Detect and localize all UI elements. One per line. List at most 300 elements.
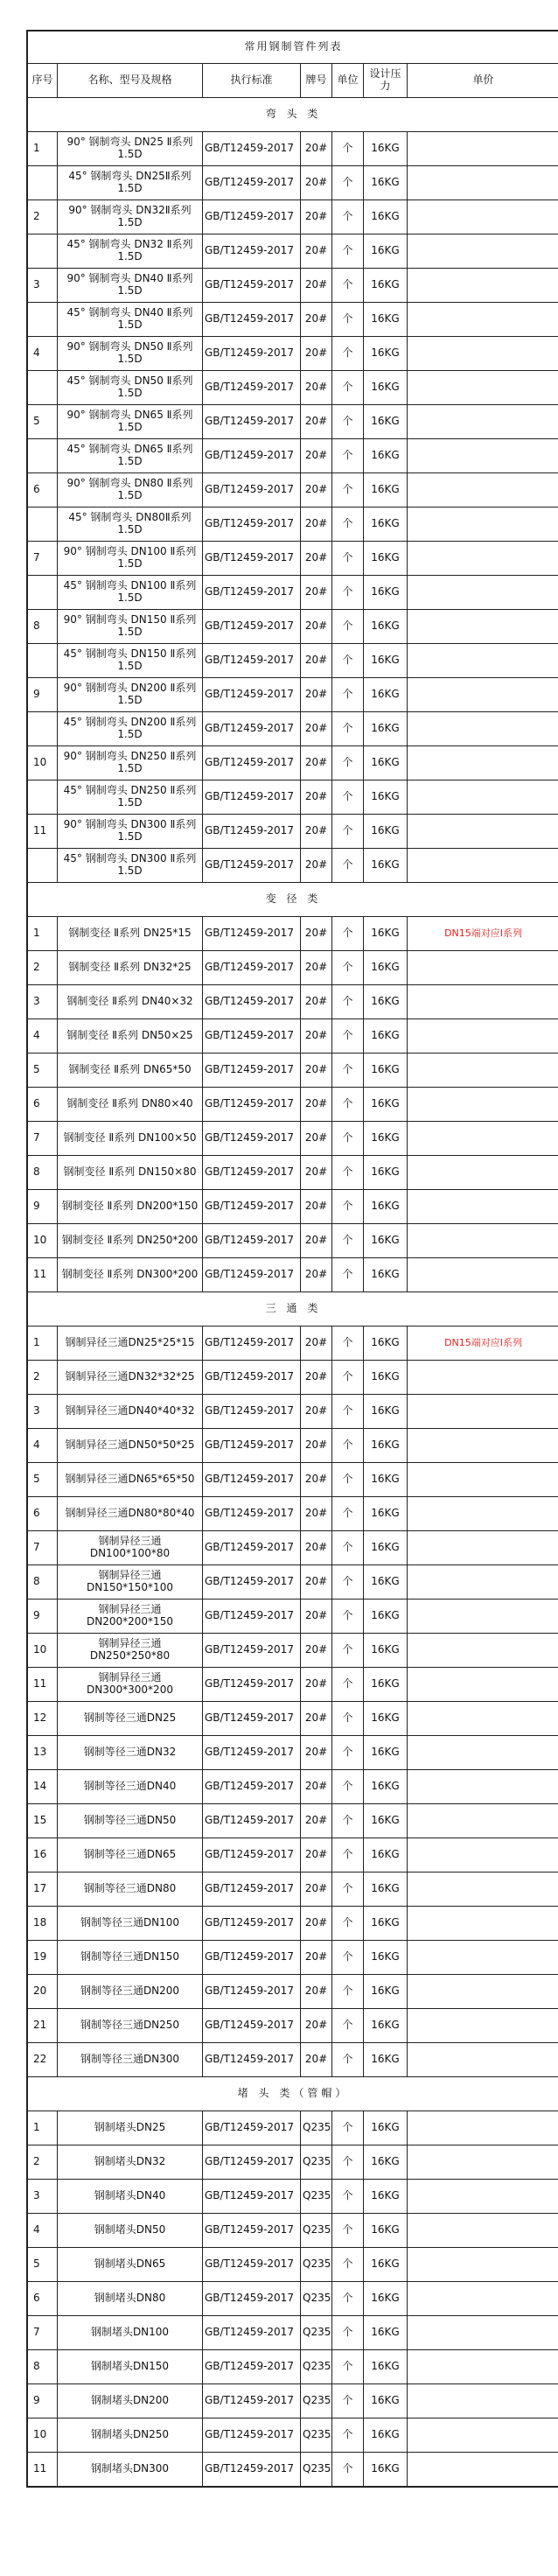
cell-standard: GB/T12459-2017 — [203, 712, 301, 746]
cell-material: 20# — [301, 678, 332, 712]
cell-standard: GB/T12459-2017 — [203, 1019, 301, 1054]
cell-unit: 个 — [332, 746, 364, 780]
cell-material: 20# — [301, 1975, 332, 2009]
cell-unit: 个 — [332, 1804, 364, 1838]
cell-standard: GB/T12459-2017 — [203, 1975, 301, 2009]
cell-unit: 个 — [332, 337, 364, 371]
header-material: 牌号 — [301, 64, 332, 98]
cell-name: 钢制变径 Ⅱ系列 DN300*200 — [58, 1258, 203, 1292]
cell-pressure: 16KG — [364, 1497, 408, 1531]
cell-standard: GB/T12459-2017 — [203, 269, 301, 303]
cell-standard: GB/T12459-2017 — [203, 2418, 301, 2453]
cell-pressure: 16KG — [364, 917, 408, 951]
cell-no: 11 — [28, 815, 58, 849]
table-row — [28, 1361, 558, 1395]
cell-pressure: 16KG — [364, 815, 408, 849]
table-row — [28, 644, 558, 678]
header-name: 名称、型号及规格 — [58, 64, 203, 98]
cell-material: 20# — [301, 1156, 332, 1190]
cell-name: 钢制堵头DN65 — [58, 2248, 203, 2282]
cell-name: 钢制异径三通DN40*40*32 — [58, 1395, 203, 1429]
cell-price — [408, 2009, 558, 2043]
table-row — [28, 951, 558, 985]
table-row — [28, 166, 558, 200]
cell-name: 45° 钢制弯头 DN150 Ⅱ系列 1.5D — [58, 644, 203, 678]
cell-price — [408, 542, 558, 576]
cell-name: 钢制等径三通DN32 — [58, 1736, 203, 1770]
cell-price — [408, 200, 558, 234]
cell-name: 钢制变径 Ⅱ系列 DN250*200 — [58, 1224, 203, 1258]
cell-unit: 个 — [332, 917, 364, 951]
pipe-fittings-sheet — [26, 30, 558, 2488]
cell-standard: GB/T12459-2017 — [203, 1361, 301, 1395]
cell-price — [408, 1907, 558, 1941]
cell-pressure: 16KG — [364, 2418, 408, 2453]
cell-standard: GB/T12459-2017 — [203, 1429, 301, 1463]
cell-pressure: 16KG — [364, 508, 408, 542]
cell-price — [408, 1224, 558, 1258]
cell-standard: GB/T12459-2017 — [203, 2180, 301, 2214]
cell-price — [408, 303, 558, 337]
cell-name: 钢制变径 Ⅱ系列 DN50×25 — [58, 1019, 203, 1054]
table-row — [28, 815, 558, 849]
cell-no — [28, 576, 58, 610]
cell-name: 钢制堵头DN250 — [58, 2418, 203, 2453]
cell-no: 10 — [28, 746, 58, 780]
cell-unit: 个 — [332, 1190, 364, 1224]
cell-name: 钢制异径三通DN80*80*40 — [58, 1497, 203, 1531]
cell-pressure: 16KG — [364, 166, 408, 200]
cell-pressure: 16KG — [364, 303, 408, 337]
cell-pressure: 16KG — [364, 1872, 408, 1907]
table-title: 常用钢制管件列表 — [28, 32, 558, 64]
cell-pressure: 16KG — [364, 712, 408, 746]
cell-pressure: 16KG — [364, 1838, 408, 1872]
cell-no: 4 — [28, 337, 58, 371]
cell-name: 钢制等径三通DN65 — [58, 1838, 203, 1872]
table-row — [28, 337, 558, 371]
cell-name: 钢制异径三通DN65*65*50 — [58, 1463, 203, 1497]
cell-unit: 个 — [332, 2146, 364, 2180]
cell-name: 钢制等径三通DN40 — [58, 1770, 203, 1804]
cell-unit: 个 — [332, 2418, 364, 2453]
cell-name: 45° 钢制弯头 DN40 Ⅱ系列 1.5D — [58, 303, 203, 337]
table-row — [28, 1326, 558, 1361]
cell-name: 钢制堵头DN50 — [58, 2214, 203, 2248]
cell-name: 钢制堵头DN100 — [58, 2316, 203, 2350]
cell-no: 5 — [28, 2248, 58, 2282]
cell-material: 20# — [301, 1702, 332, 1736]
cell-no: 18 — [28, 1907, 58, 1941]
cell-price: DN15端对应I系列 — [408, 917, 558, 951]
cell-name: 90° 钢制弯头 DN25 Ⅱ系列 1.5D — [58, 132, 203, 166]
table-row — [28, 2111, 558, 2146]
cell-material: 20# — [301, 337, 332, 371]
cell-pressure: 16KG — [364, 2214, 408, 2248]
cell-material: 20# — [301, 1770, 332, 1804]
cell-name: 钢制堵头DN80 — [58, 2282, 203, 2316]
cell-standard: GB/T12459-2017 — [203, 1941, 301, 1975]
cell-name: 90° 钢制弯头 DN200 Ⅱ系列 1.5D — [58, 678, 203, 712]
cell-standard: GB/T12459-2017 — [203, 2282, 301, 2316]
table-row — [28, 1258, 558, 1292]
cell-material: 20# — [301, 200, 332, 234]
table-row — [28, 371, 558, 405]
cell-name: 钢制变径 Ⅱ系列 DN200*150 — [58, 1190, 203, 1224]
cell-price — [408, 1258, 558, 1292]
cell-pressure: 16KG — [364, 1565, 408, 1600]
cell-pressure: 16KG — [364, 1224, 408, 1258]
table-row — [28, 2282, 558, 2316]
cell-no — [28, 439, 58, 473]
cell-pressure: 16KG — [364, 1668, 408, 1702]
cell-material: 20# — [301, 1054, 332, 1088]
cell-standard: GB/T12459-2017 — [203, 610, 301, 644]
cell-no — [28, 849, 58, 883]
cell-pressure: 16KG — [364, 1429, 408, 1463]
cell-price — [408, 269, 558, 303]
cell-unit: 个 — [332, 815, 364, 849]
cell-pressure: 16KG — [364, 678, 408, 712]
cell-unit: 个 — [332, 2453, 364, 2487]
cell-standard: GB/T12459-2017 — [203, 132, 301, 166]
cell-pressure: 16KG — [364, 1054, 408, 1088]
cell-material: 20# — [301, 1019, 332, 1054]
cell-material: Q235 — [301, 2453, 332, 2487]
cell-name: 90° 钢制弯头 DN250 Ⅱ系列 1.5D — [58, 746, 203, 780]
cell-pressure: 16KG — [364, 1156, 408, 1190]
cell-standard: GB/T12459-2017 — [203, 917, 301, 951]
table-row — [28, 780, 558, 815]
cell-pressure: 16KG — [364, 1019, 408, 1054]
cell-no: 8 — [28, 1565, 58, 1600]
cell-pressure: 16KG — [364, 439, 408, 473]
cell-pressure: 16KG — [364, 542, 408, 576]
cell-material: 20# — [301, 1907, 332, 1941]
cell-name: 钢制等径三通DN80 — [58, 1872, 203, 1907]
cell-unit: 个 — [332, 849, 364, 883]
cell-name: 钢制堵头DN150 — [58, 2350, 203, 2384]
cell-no: 8 — [28, 610, 58, 644]
cell-material: 20# — [301, 985, 332, 1019]
cell-price — [408, 1019, 558, 1054]
table-row — [28, 2316, 558, 2350]
cell-no: 7 — [28, 542, 58, 576]
cell-no: 4 — [28, 2214, 58, 2248]
cell-no: 10 — [28, 1634, 58, 1668]
cell-standard: GB/T12459-2017 — [203, 1395, 301, 1429]
cell-no — [28, 508, 58, 542]
cell-standard: GB/T12459-2017 — [203, 1565, 301, 1600]
cell-standard: GB/T12459-2017 — [203, 200, 301, 234]
cell-name: 钢制变径 Ⅱ系列 DN25*15 — [58, 917, 203, 951]
cell-pressure: 16KG — [364, 1736, 408, 1770]
cell-pressure: 16KG — [364, 1326, 408, 1361]
cell-price — [408, 644, 558, 678]
cell-no: 2 — [28, 1361, 58, 1395]
cell-pressure: 16KG — [364, 1600, 408, 1634]
table-row — [28, 2248, 558, 2282]
cell-price — [408, 439, 558, 473]
cell-standard: GB/T12459-2017 — [203, 2214, 301, 2248]
cell-pressure: 16KG — [364, 1395, 408, 1429]
cell-unit: 个 — [332, 1156, 364, 1190]
cell-pressure: 16KG — [364, 234, 408, 269]
cell-price — [408, 1088, 558, 1122]
cell-name: 钢制异径三通DN25*25*15 — [58, 1326, 203, 1361]
cell-standard: GB/T12459-2017 — [203, 234, 301, 269]
cell-standard: GB/T12459-2017 — [203, 1326, 301, 1361]
cell-name: 钢制等径三通DN250 — [58, 2009, 203, 2043]
cell-unit: 个 — [332, 1975, 364, 2009]
cell-name: 钢制堵头DN25 — [58, 2111, 203, 2146]
section-title: 堵 头 类（管帽） — [28, 2077, 558, 2111]
cell-pressure: 16KG — [364, 1088, 408, 1122]
cell-no: 1 — [28, 1326, 58, 1361]
cell-unit: 个 — [332, 2043, 364, 2077]
cell-material: 20# — [301, 234, 332, 269]
cell-unit: 个 — [332, 1668, 364, 1702]
table-row — [28, 2146, 558, 2180]
cell-material: 20# — [301, 712, 332, 746]
cell-name: 钢制堵头DN200 — [58, 2384, 203, 2418]
table-body — [28, 32, 558, 2487]
table-row — [28, 1395, 558, 1429]
table-row — [28, 1054, 558, 1088]
table-row — [28, 234, 558, 269]
cell-unit: 个 — [332, 1429, 364, 1463]
table-row — [28, 1907, 558, 1941]
cell-standard: GB/T12459-2017 — [203, 371, 301, 405]
cell-price — [408, 132, 558, 166]
cell-pressure: 16KG — [364, 746, 408, 780]
cell-unit: 个 — [332, 576, 364, 610]
table-row — [28, 1634, 558, 1668]
cell-pressure: 16KG — [364, 610, 408, 644]
cell-unit: 个 — [332, 1463, 364, 1497]
cell-standard: GB/T12459-2017 — [203, 746, 301, 780]
cell-material: 20# — [301, 166, 332, 200]
table-row — [28, 1156, 558, 1190]
cell-unit: 个 — [332, 1122, 364, 1156]
cell-name: 钢制堵头DN32 — [58, 2146, 203, 2180]
cell-pressure: 16KG — [364, 1190, 408, 1224]
cell-price — [408, 1497, 558, 1531]
cell-pressure: 16KG — [364, 1975, 408, 2009]
cell-price — [408, 2146, 558, 2180]
cell-standard: GB/T12459-2017 — [203, 473, 301, 508]
cell-price — [408, 1872, 558, 1907]
cell-no: 14 — [28, 1770, 58, 1804]
table-row — [28, 2384, 558, 2418]
cell-name: 钢制等径三通DN300 — [58, 2043, 203, 2077]
cell-standard: GB/T12459-2017 — [203, 644, 301, 678]
cell-standard: GB/T12459-2017 — [203, 2316, 301, 2350]
cell-name: 钢制等径三通DN150 — [58, 1941, 203, 1975]
cell-standard: GB/T12459-2017 — [203, 1190, 301, 1224]
cell-price — [408, 1429, 558, 1463]
cell-unit: 个 — [332, 1941, 364, 1975]
table-row — [28, 610, 558, 644]
cell-unit: 个 — [332, 1054, 364, 1088]
cell-pressure: 16KG — [364, 1804, 408, 1838]
cell-standard: GB/T12459-2017 — [203, 1702, 301, 1736]
cell-price — [408, 2214, 558, 2248]
cell-material: 20# — [301, 610, 332, 644]
cell-standard: GB/T12459-2017 — [203, 1497, 301, 1531]
cell-pressure: 16KG — [364, 1770, 408, 1804]
table-row — [28, 2453, 558, 2487]
cell-price — [408, 780, 558, 815]
cell-name: 钢制等径三通DN50 — [58, 1804, 203, 1838]
cell-no: 20 — [28, 1975, 58, 2009]
cell-no: 16 — [28, 1838, 58, 1872]
cell-material: Q235 — [301, 2418, 332, 2453]
cell-no — [28, 303, 58, 337]
cell-standard: GB/T12459-2017 — [203, 1838, 301, 1872]
cell-standard: GB/T12459-2017 — [203, 439, 301, 473]
cell-standard: GB/T12459-2017 — [203, 542, 301, 576]
cell-standard: GB/T12459-2017 — [203, 1122, 301, 1156]
cell-unit: 个 — [332, 1531, 364, 1565]
cell-no — [28, 712, 58, 746]
cell-material: 20# — [301, 1224, 332, 1258]
cell-material: 20# — [301, 746, 332, 780]
cell-no: 4 — [28, 1429, 58, 1463]
table-row — [28, 1668, 558, 1702]
cell-no: 11 — [28, 1258, 58, 1292]
cell-price — [408, 2282, 558, 2316]
cell-pressure: 16KG — [364, 2282, 408, 2316]
section-header-row — [28, 2077, 558, 2111]
table-row — [28, 473, 558, 508]
cell-material: 20# — [301, 1872, 332, 1907]
table-row — [28, 1497, 558, 1531]
header-unit: 单位 — [332, 64, 364, 98]
cell-material: 20# — [301, 1838, 332, 1872]
cell-unit: 个 — [332, 1838, 364, 1872]
cell-no: 3 — [28, 269, 58, 303]
cell-standard: GB/T12459-2017 — [203, 2384, 301, 2418]
table-row — [28, 1019, 558, 1054]
cell-material: 20# — [301, 1088, 332, 1122]
cell-material: 20# — [301, 917, 332, 951]
cell-no: 7 — [28, 2316, 58, 2350]
cell-unit: 个 — [332, 405, 364, 439]
cell-unit: 个 — [332, 2282, 364, 2316]
cell-material: Q235 — [301, 2384, 332, 2418]
cell-name: 45° 钢制弯头 DN200 Ⅱ系列 1.5D — [58, 712, 203, 746]
cell-unit: 个 — [332, 303, 364, 337]
cell-pressure: 16KG — [364, 1258, 408, 1292]
cell-unit: 个 — [332, 234, 364, 269]
cell-standard: GB/T12459-2017 — [203, 951, 301, 985]
cell-material: 20# — [301, 439, 332, 473]
cell-unit: 个 — [332, 2350, 364, 2384]
cell-unit: 个 — [332, 2384, 364, 2418]
cell-no — [28, 166, 58, 200]
cell-material: Q235 — [301, 2248, 332, 2282]
table-row — [28, 1702, 558, 1736]
cell-name: 钢制等径三通DN25 — [58, 1702, 203, 1736]
cell-material: 20# — [301, 303, 332, 337]
table-row — [28, 508, 558, 542]
cell-price — [408, 2043, 558, 2077]
cell-no: 4 — [28, 1019, 58, 1054]
table-row — [28, 2180, 558, 2214]
cell-name: 钢制堵头DN300 — [58, 2453, 203, 2487]
cell-pressure: 16KG — [364, 405, 408, 439]
cell-unit: 个 — [332, 473, 364, 508]
cell-price — [408, 2316, 558, 2350]
cell-material: Q235 — [301, 2350, 332, 2384]
table-row — [28, 1190, 558, 1224]
cell-pressure: 16KG — [364, 473, 408, 508]
cell-name: 90° 钢制弯头 DN40 Ⅱ系列 1.5D — [58, 269, 203, 303]
cell-unit: 个 — [332, 1872, 364, 1907]
cell-price — [408, 1941, 558, 1975]
cell-no: 3 — [28, 1395, 58, 1429]
cell-name: 45° 钢制弯头 DN50 Ⅱ系列 1.5D — [58, 371, 203, 405]
cell-no: 9 — [28, 2384, 58, 2418]
table-row — [28, 2043, 558, 2077]
cell-standard: GB/T12459-2017 — [203, 1668, 301, 1702]
cell-material: 20# — [301, 1941, 332, 1975]
cell-name: 45° 钢制弯头 DN80Ⅱ系列 1.5D — [58, 508, 203, 542]
cell-standard: GB/T12459-2017 — [203, 1531, 301, 1565]
cell-no: 13 — [28, 1736, 58, 1770]
table-row — [28, 2214, 558, 2248]
cell-price — [408, 1600, 558, 1634]
cell-unit: 个 — [332, 200, 364, 234]
cell-name: 钢制异径三通DN300*300*200 — [58, 1668, 203, 1702]
cell-unit: 个 — [332, 2111, 364, 2146]
cell-pressure: 16KG — [364, 2453, 408, 2487]
cell-standard: GB/T12459-2017 — [203, 2453, 301, 2487]
cell-price — [408, 951, 558, 985]
table-row — [28, 200, 558, 234]
cell-pressure: 16KG — [364, 644, 408, 678]
table-row — [28, 678, 558, 712]
cell-material: 20# — [301, 1258, 332, 1292]
cell-price — [408, 712, 558, 746]
cell-unit: 个 — [332, 1361, 364, 1395]
cell-price — [408, 1156, 558, 1190]
cell-name: 钢制等径三通DN200 — [58, 1975, 203, 2009]
cell-name: 45° 钢制弯头 DN25Ⅱ系列 1.5D — [58, 166, 203, 200]
cell-unit: 个 — [332, 1565, 364, 1600]
table-row — [28, 712, 558, 746]
cell-material: Q235 — [301, 2282, 332, 2316]
cell-price — [408, 234, 558, 269]
table-row — [28, 849, 558, 883]
header-pressure: 设计压力 — [364, 64, 408, 98]
cell-material: 20# — [301, 1565, 332, 1600]
cell-price — [408, 508, 558, 542]
cell-unit: 个 — [332, 1600, 364, 1634]
cell-name: 钢制变径 Ⅱ系列 DN65*50 — [58, 1054, 203, 1088]
table-row — [28, 439, 558, 473]
cell-pressure: 16KG — [364, 2180, 408, 2214]
cell-price — [408, 2453, 558, 2487]
cell-name: 45° 钢制弯头 DN100 Ⅱ系列 1.5D — [58, 576, 203, 610]
table-row — [28, 303, 558, 337]
cell-standard: GB/T12459-2017 — [203, 1224, 301, 1258]
cell-unit: 个 — [332, 542, 364, 576]
cell-pressure: 16KG — [364, 1463, 408, 1497]
cell-standard: GB/T12459-2017 — [203, 815, 301, 849]
cell-unit: 个 — [332, 371, 364, 405]
